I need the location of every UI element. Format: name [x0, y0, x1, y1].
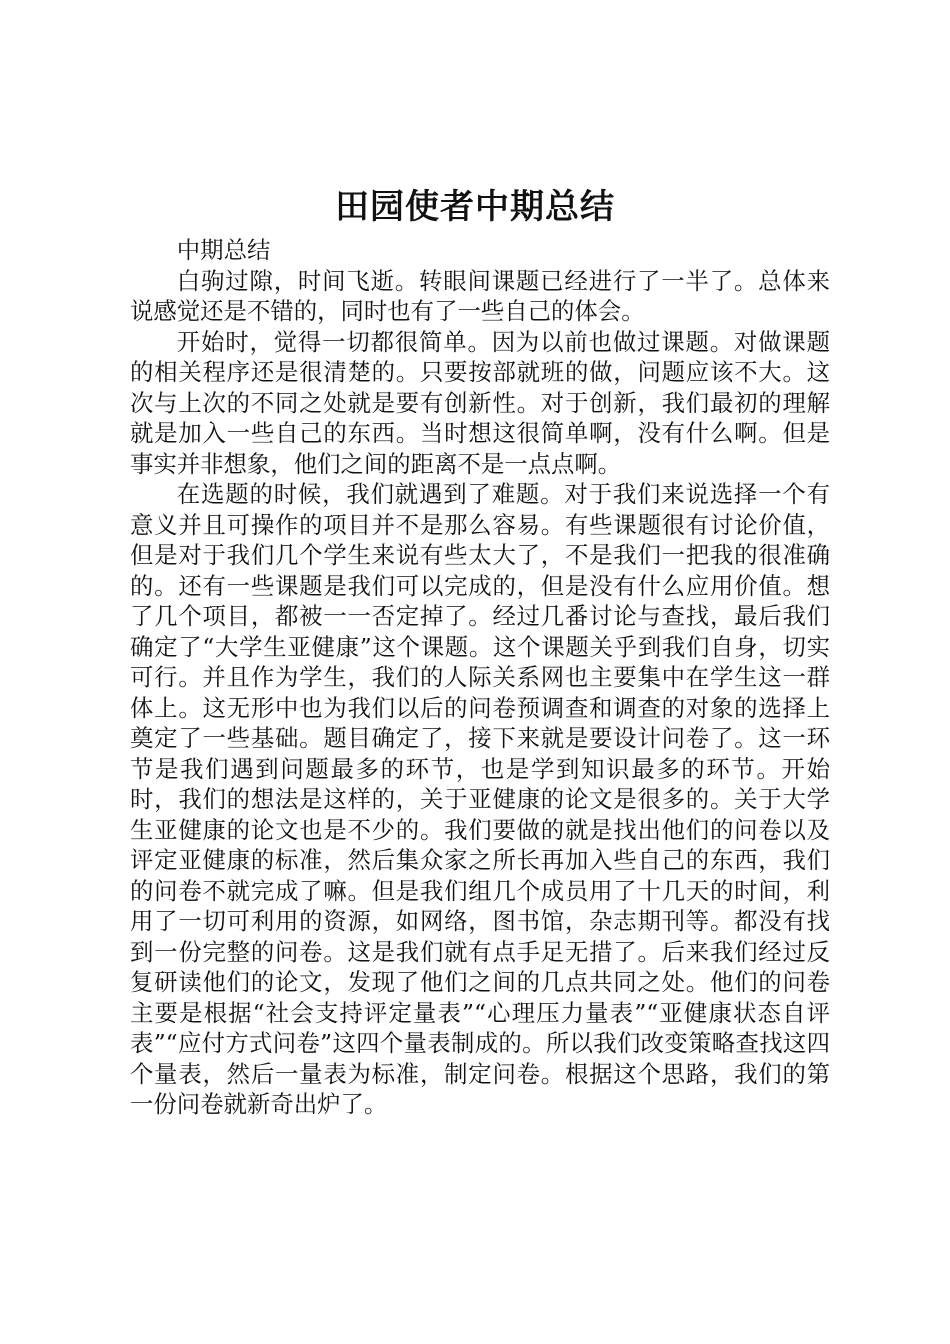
- paragraph-topic-selection: 在选题的时候，我们就遇到了难题。对于我们来说选择一个有意义并且可操作的项目并不是那么容易。有些课题很有讨论价值，但是对于我们几个学生来说有些太大了，不是我们一把我的很准确的。还有一些课题是我们可以完成的，但是没有什么应用价值。想了几个项目，都被一一否定掉了。经过几番讨论与查找，最后我们确定了“大学生亚健康”这个课题。这个课题关乎到我们自身，切实可行。并且作为学生，我们的人际关系网也主要集中在学生这一群体上。这无形中也为我们以后的问卷预调查和调查的对象的选择上奠定了一些基础。题目确定了，接下来就是要设计问卷了。这一环节是我们遇到问题最多的环节，也是学到知识最多的环节。开始时，我们的想法是这样的，关于亚健康的论文是很多的。关于大学生亚健康的论文也是不少的。我们要做的就是找出他们的问卷以及评定亚健康的标准，然后集众家之所长再加入些自己的东西，我们的问卷不就完成了嘛。但是我们组几个成员用了十几天的时间，利用了一切可利用的资源，如网络，图书馆，杂志期刊等。都没有找到一份完整的问卷。这是我们就有点手足无措了。后来我们经过反复研读他们的论文，发现了他们之间的几点共同之处。他们的问卷主要是根据“社会支持评定量表”“心理压力量表”“亚健康状态自评表”“应付方式问卷”这四个量表制成的。所以我们改变策略查找这四个量表，然后一量表为标准，制定问卷。根据这个思路，我们的第一份问卷就新奇出炉了。: [130, 480, 830, 1118]
- paragraph-intro: 白驹过隙，时间飞逝。转眼间课题已经进行了一半了。总体来说感觉还是不错的，同时也有了一些自己的体会。: [130, 266, 830, 325]
- paragraph-beginning: 开始时，觉得一切都很简单。因为以前也做过课题。对做课题的相关程序还是很清楚的。只要按部就班的做，问题应该不大。这次与上次的不同之处就是要有创新性。对于创新，我们最初的理解就是加入一些自己的东西。当时想这很简单啊，没有什么啊。但是事实并非想象，他们之间的距离不是一点点啊。: [130, 327, 830, 478]
- document-body: [130, 235, 830, 1120]
- document-title: 田园使者中期总结: [335, 187, 615, 227]
- section-heading: 中期总结: [176, 236, 271, 264]
